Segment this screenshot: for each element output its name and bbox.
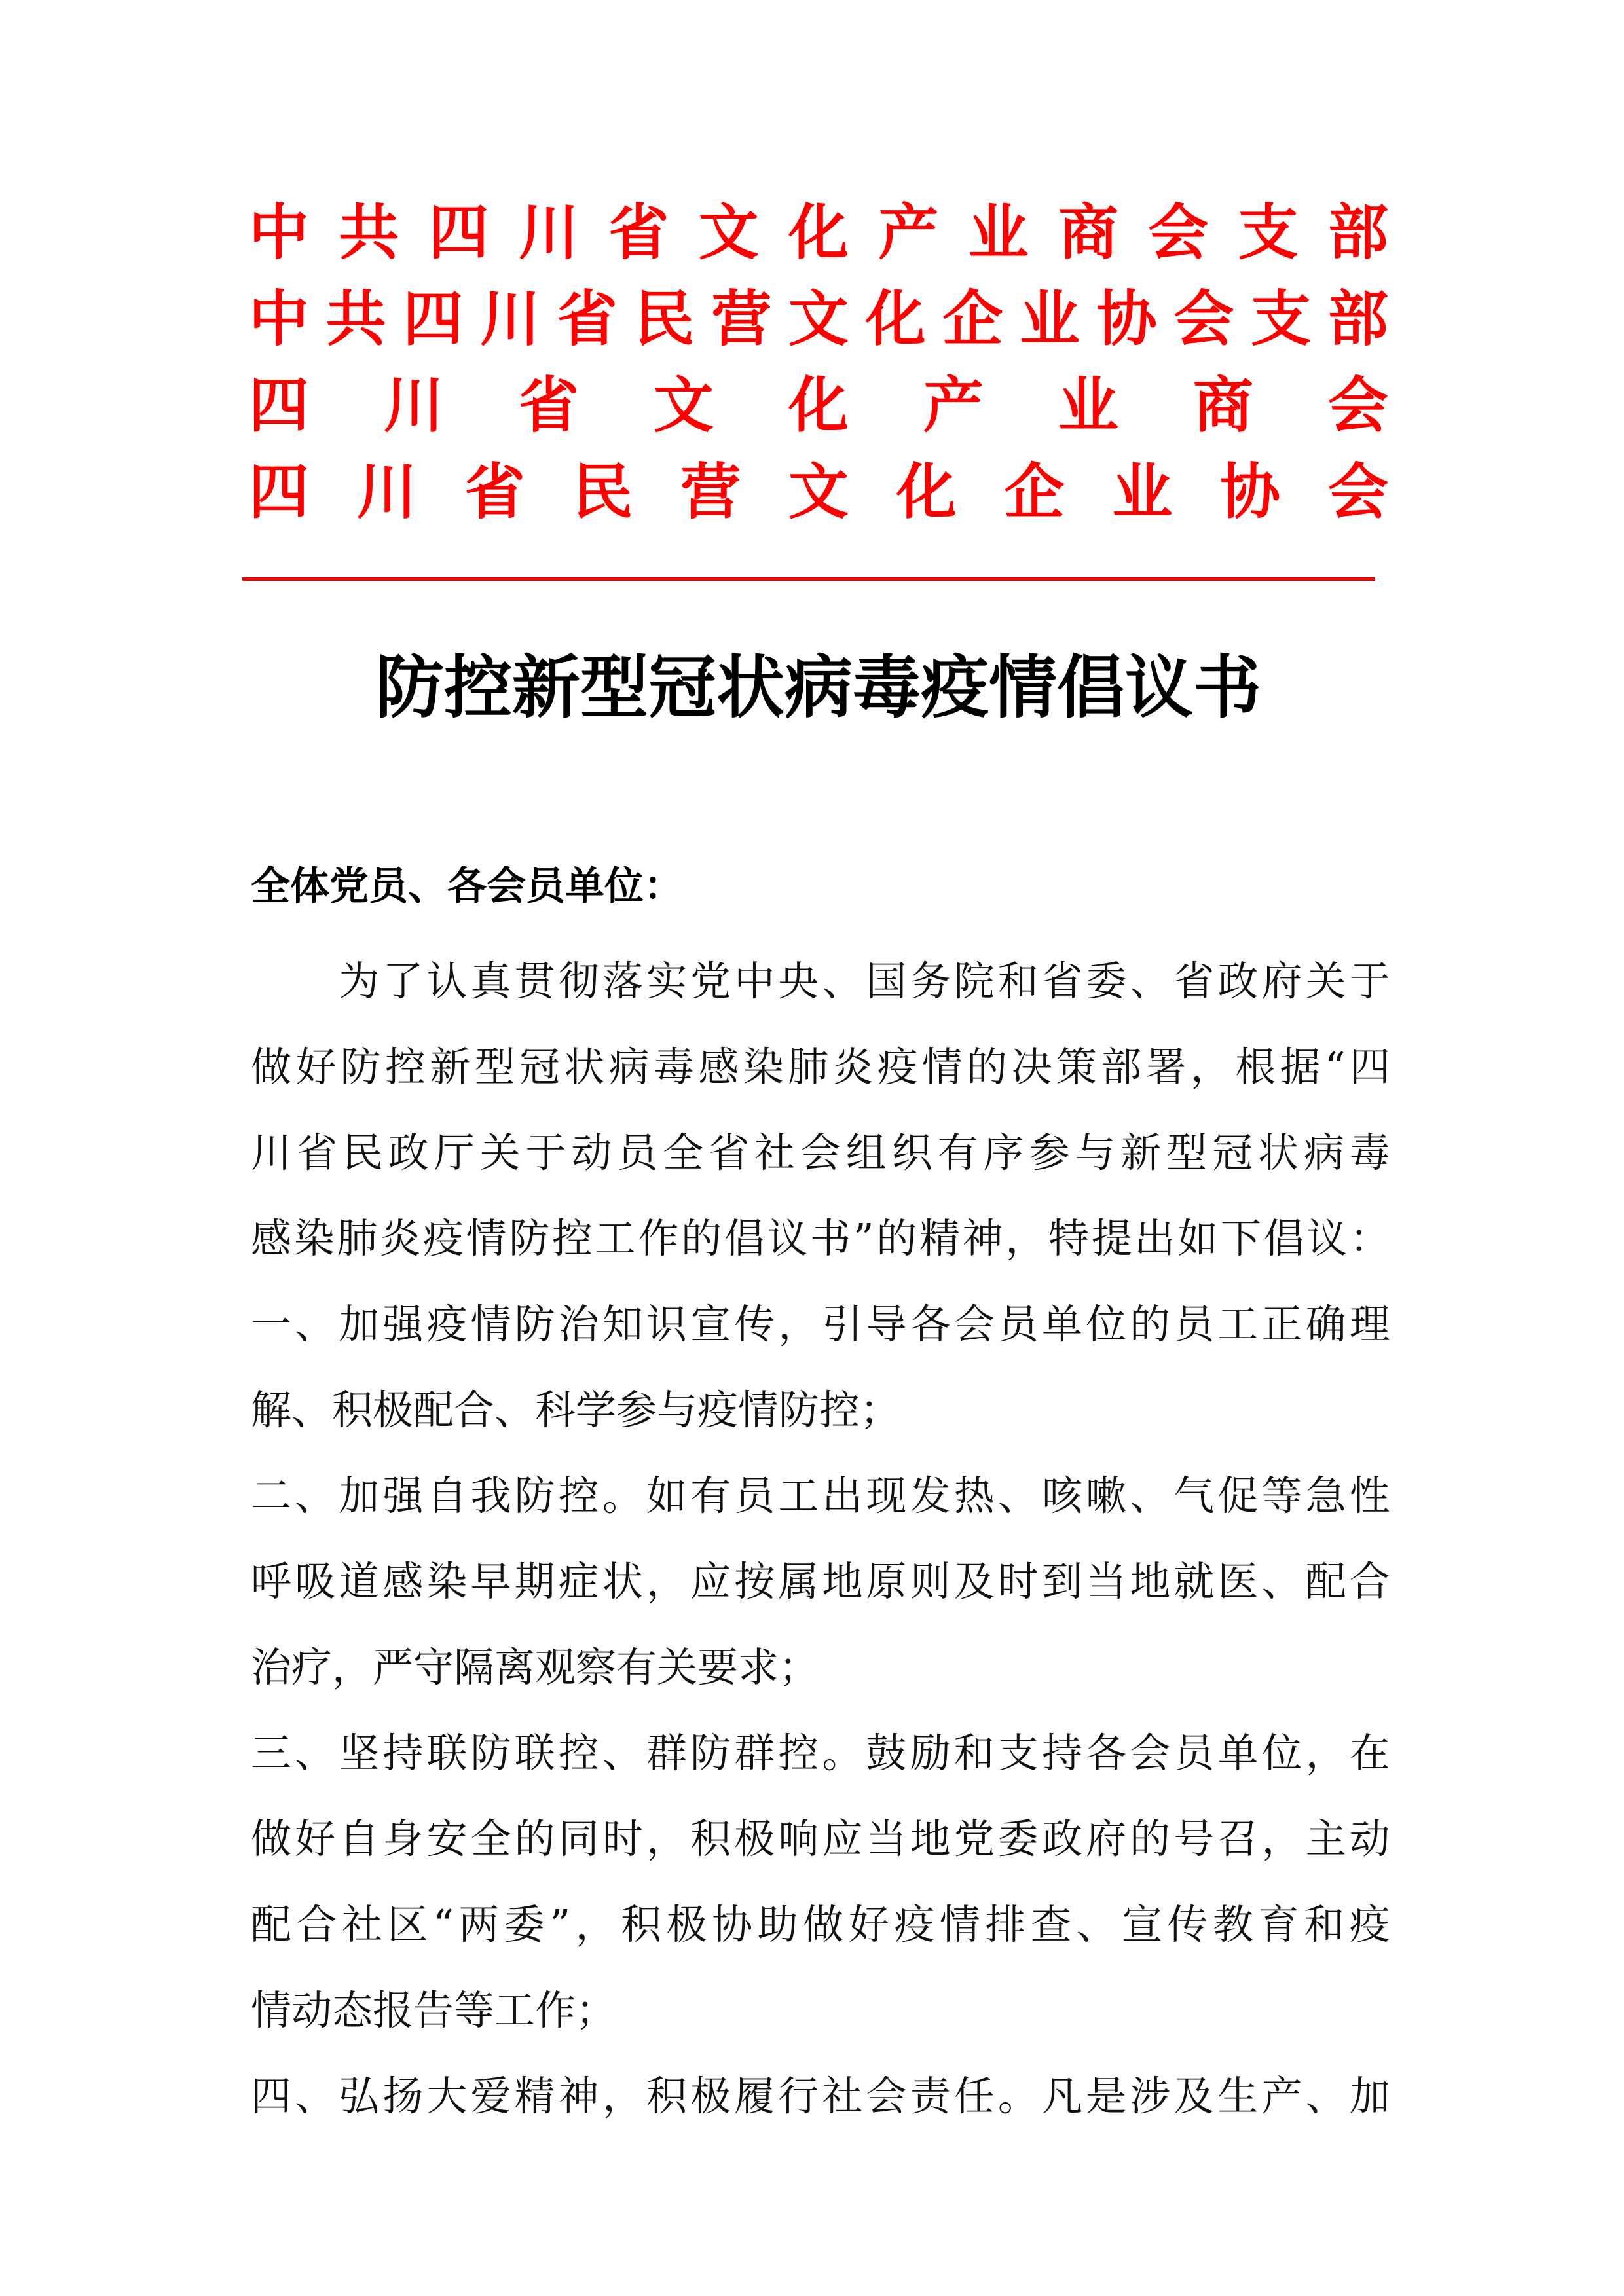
body-line: 为了认真贯彻落实党中央、国务院和省委、省政府关于 (339, 957, 1390, 1005)
body-text (251, 938, 1390, 2139)
body-line: 做好自身安全的同时，积极响应当地党委政府的号召，主动 (251, 1815, 1390, 1863)
body-line: 配 合 社 区 “ 两 委 ” ， 积 极 协 助 做 好 疫 情 排 查 、 宣 传 教 育 和 疫 (251, 1901, 1390, 1948)
red-divider-line (242, 577, 1375, 581)
body-line: 呼吸道感染早期症状，应按属地原则及时到当地就医、配合 (251, 1558, 1390, 1605)
body-line: 四、弘扬大爱精神，积极履行社会责任。凡是涉及生产、加 (251, 2072, 1390, 2120)
issuing-organizations (249, 190, 1388, 536)
body-line: 情动态报告等工作； (251, 1986, 617, 2034)
org-line-3: 四 川 省 文 化 产 业 商 会 (249, 371, 1388, 441)
body-line: 三、坚持联防联控、群防群控。鼓励和支持各会员单位，在 (251, 1729, 1390, 1777)
org-line-2: 中 共 四 川 省 民 营 文 化 企 业 协 会 支 部 (249, 284, 1388, 354)
body-line: 解、积极配合、科学参与疫情防控； (251, 1386, 901, 1434)
body-line: 做 好 防 控 新 型 冠 状 病 毒 感 染 肺 炎 疫 情 的 决 策 部 署 ， 根 据 “ 四 (251, 1043, 1390, 1091)
org-line-1: 中 共 四 川 省 文 化 产 业 商 会 支 部 (249, 198, 1388, 268)
body-line: 一、加强疫情防治知识宣传，引导各会员单位的员工正确理 (251, 1300, 1390, 1348)
body-line: 治疗，严守隔离观察有关要求； (251, 1643, 820, 1691)
body-line: 川 省 民 政 厅 关 于 动 员 全 省 社 会 组 织 有 序 参 与 新 型 冠 状 病 毒 (251, 1129, 1390, 1176)
salutation: 全体党员、各会员单位： (251, 864, 683, 909)
body-line: 二、加强自我防控。如有员工出现发热、咳嗽、气促等急性 (251, 1472, 1390, 1520)
body-line: 感染肺炎疫情防控工作的倡议书”的精神，特提出如下倡议： (251, 1214, 1390, 1262)
org-line-4: 四 川 省 民 营 文 化 企 业 协 会 (249, 457, 1388, 527)
document-title: 防控新型冠状病毒疫情倡议书 (375, 647, 1261, 727)
